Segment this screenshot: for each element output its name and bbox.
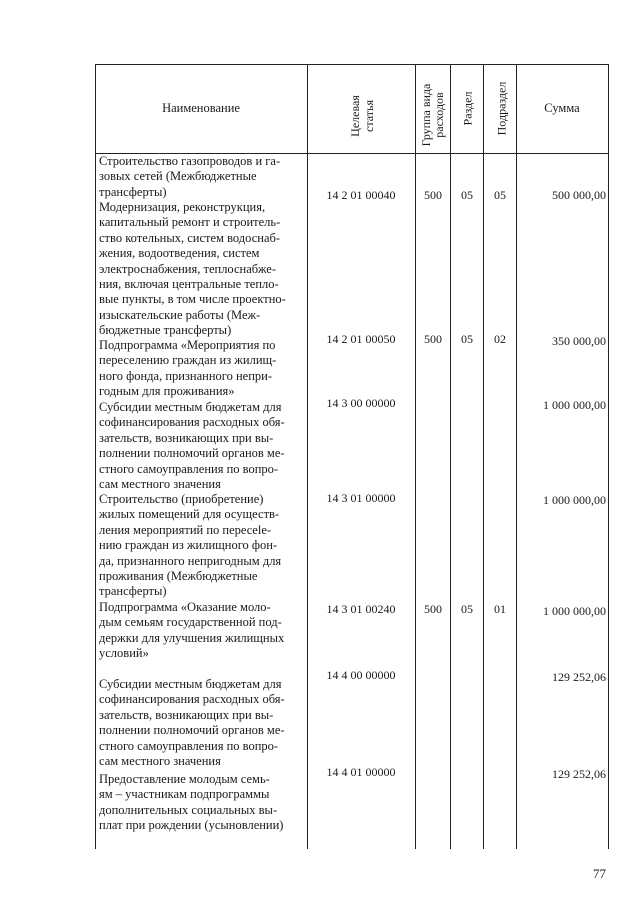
row-group: 500 <box>424 188 442 202</box>
row-sum: 1 000 000,00 <box>543 604 606 618</box>
table-top-border <box>95 64 609 65</box>
header-target: Целевая статья <box>348 95 376 137</box>
col-border-code <box>415 64 416 849</box>
row-sum: 129 252,06 <box>552 767 606 781</box>
col-border-subsection <box>516 64 517 849</box>
row-name: Подпрограмма «Оказание моло- дым семьям государственной под- держки для улучшения жилищных условий» <box>99 600 285 661</box>
row-subsection: 05 <box>494 188 506 202</box>
col-border-group <box>450 64 451 849</box>
row-name: Строительство (приобретение) жилых помещений для осуществ- ления мероприятий по пересele- нию граждан из жилищного фон- да, признанного непригодным для проживания (Межбюджетные трансферты) <box>99 492 282 599</box>
row-name: Субсидии местным бюджетам для софинансирования расходных обя- зательств, возникающих при вы- полнении полномочий органов ме- стного самоуправления по вопро- сам местного значения <box>99 400 285 492</box>
header-section: Раздел <box>460 91 475 126</box>
row-name: Строительство газопроводов и га- зовых сетей (Межбюджетные трансферты) <box>99 154 281 199</box>
row-code: 14 2 01 00040 <box>326 188 396 202</box>
row-code: 14 2 01 00050 <box>326 332 396 346</box>
row-sum: 500 000,00 <box>552 188 606 202</box>
row-sum: 1 000 000,00 <box>543 398 606 412</box>
header-subsection: Подраздел <box>494 81 509 136</box>
row-subsection: 01 <box>494 602 506 616</box>
row-subsection: 02 <box>494 332 506 346</box>
row-name: Предоставление молодым семь- ям – участникам подпрограммы дополнительных социальных вы- плат при рождении (усыновлении) <box>99 772 284 833</box>
row-section: 05 <box>461 602 473 616</box>
col-border-name <box>307 64 308 849</box>
row-code: 14 4 00 00000 <box>326 668 396 682</box>
row-name: Подпрограмма «Мероприятия по переселению граждан из жилищ- ного фонда, признанного непри- годным для проживания» <box>99 338 277 399</box>
page-number: 77 <box>593 866 606 881</box>
row-code: 14 3 01 00000 <box>326 491 396 505</box>
row-code: 14 3 00 00000 <box>326 396 396 410</box>
row-section: 05 <box>461 332 473 346</box>
row-group: 500 <box>424 332 442 346</box>
row-name: Модернизация, реконструкция, капитальный ремонт и строитель- ство котельных, систем водоснаб- жения, водоотведения, систем электроснабжения, теплоснабже- ния, включая центральные тепло- вые пункты, в том числе проектно- изыскательские работы (Меж- бюджетные трансферты) <box>99 200 286 338</box>
row-code: 14 3 01 00240 <box>326 602 396 616</box>
header-name: Наименование <box>162 101 240 115</box>
row-code: 14 4 01 00000 <box>326 765 396 779</box>
header-group: Группа вида расходов <box>419 83 446 147</box>
row-name: Субсидии местным бюджетам для софинансирования расходных обя- зательств, возникающих при вы- полнении полномочий органов ме- стного самоуправления по вопро- сам местного значения <box>99 677 285 769</box>
col-border-left <box>95 64 96 849</box>
row-sum: 129 252,06 <box>552 670 606 684</box>
budget-table <box>95 64 609 849</box>
col-border-section <box>483 64 484 849</box>
col-border-right <box>608 64 609 849</box>
row-section: 05 <box>461 188 473 202</box>
header-sum: Сумма <box>544 101 580 115</box>
row-sum: 1 000 000,00 <box>543 493 606 507</box>
row-group: 500 <box>424 602 442 616</box>
row-sum: 350 000,00 <box>552 334 606 348</box>
